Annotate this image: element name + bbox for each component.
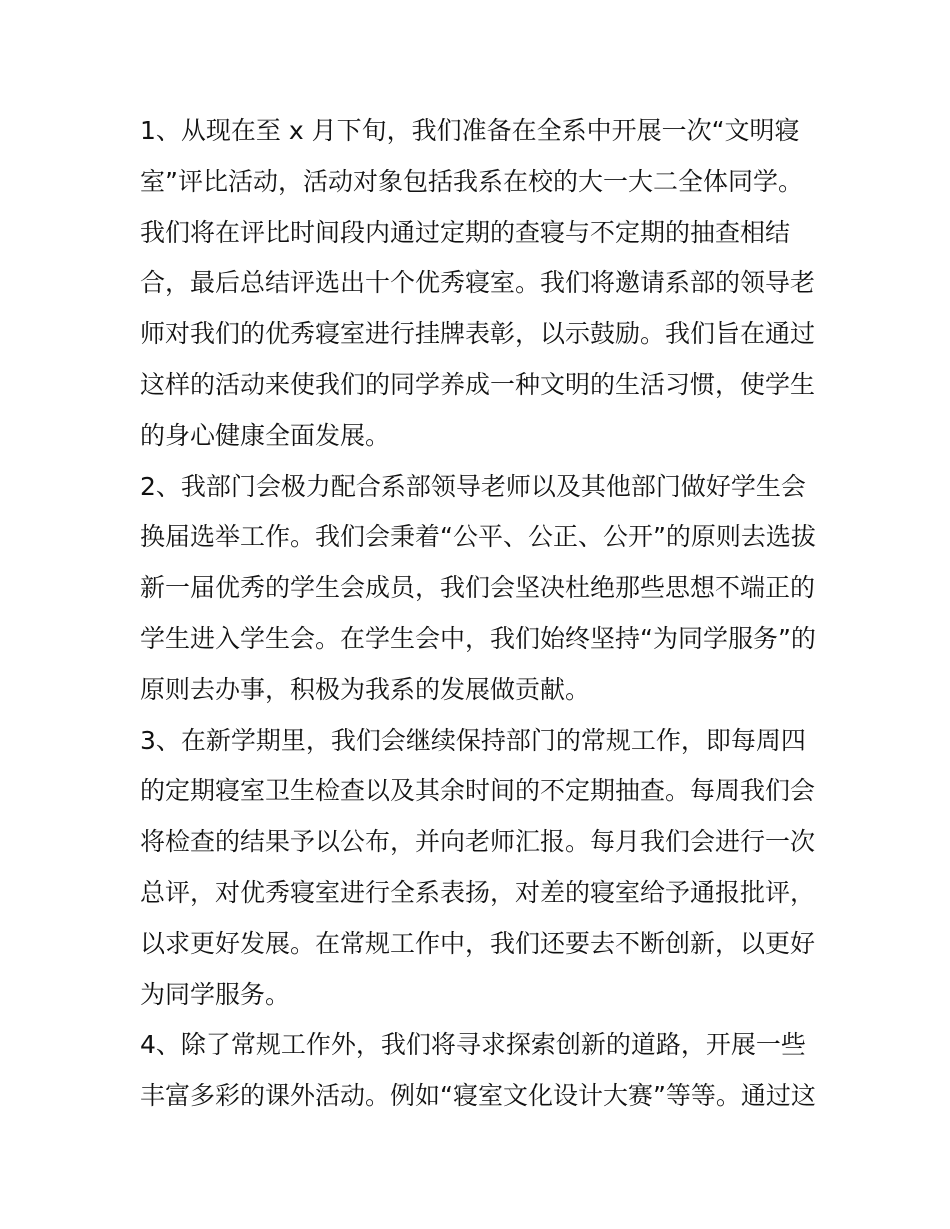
text-line: 的身心健康全面发展。: [140, 420, 391, 450]
text-line: 丰富多彩的课外活动。例如“寝室文化设计大赛”等等。通过这: [140, 1081, 816, 1111]
text-line: 1、从现在至 x 月下旬，我们准备在全系中开展一次“文明寝: [140, 116, 800, 145]
text-line: 将检查的结果予以公布，并向老师汇报。每月我们会进行一次: [140, 827, 816, 857]
text-line: 2、我部门会极力配合系部领导老师以及其他部门做好学生会: [140, 471, 806, 501]
text-line: 合，最后总结评选出十个优秀寝室。我们将邀请系部的领导老: [140, 268, 816, 298]
text-line: 这样的活动来使我们的同学养成一种文明的生活习惯，使学生: [140, 369, 816, 399]
paragraph-1: [140, 106, 820, 462]
paragraph-3: [140, 716, 820, 1021]
text-line: 室”评比活动，活动对象包括我系在校的大一大二全体同学。: [140, 166, 803, 196]
text-line: 的定期寝室卫生检查以及其余时间的不定期抽查。每周我们会: [140, 776, 816, 806]
text-line: 我们将在评比时间段内通过定期的查寝与不定期的抽查相结: [140, 217, 791, 247]
text-line: 4、除了常规工作外，我们将寻求探索创新的道路，开展一些: [140, 1030, 806, 1060]
paragraph-4: [140, 1020, 820, 1122]
document-body: [140, 106, 820, 1122]
text-line: 以求更好发展。在常规工作中，我们还要去不断创新，以更好: [140, 928, 816, 958]
paragraph-2: [140, 462, 820, 716]
text-line: 3、在新学期里，我们会继续保持部门的常规工作，即每周四: [140, 725, 806, 755]
text-line: 学生进入学生会。在学生会中，我们始终坚持“为同学服务”的: [140, 623, 816, 653]
text-line: 原则去办事，积极为我系的发展做贡献。: [140, 674, 591, 704]
text-line: 为同学服务。: [140, 979, 291, 1009]
text-line: 新一届优秀的学生会成员，我们会坚决杜绝那些思想不端正的: [140, 573, 816, 603]
text-line: 换届选举工作。我们会秉着“公平、公正、公开”的原则去选拔: [140, 522, 816, 552]
text-line: 总评，对优秀寝室进行全系表扬，对差的寝室给予通报批评，: [140, 877, 816, 907]
text-line: 师对我们的优秀寝室进行挂牌表彰，以示鼓励。我们旨在通过: [140, 319, 816, 349]
